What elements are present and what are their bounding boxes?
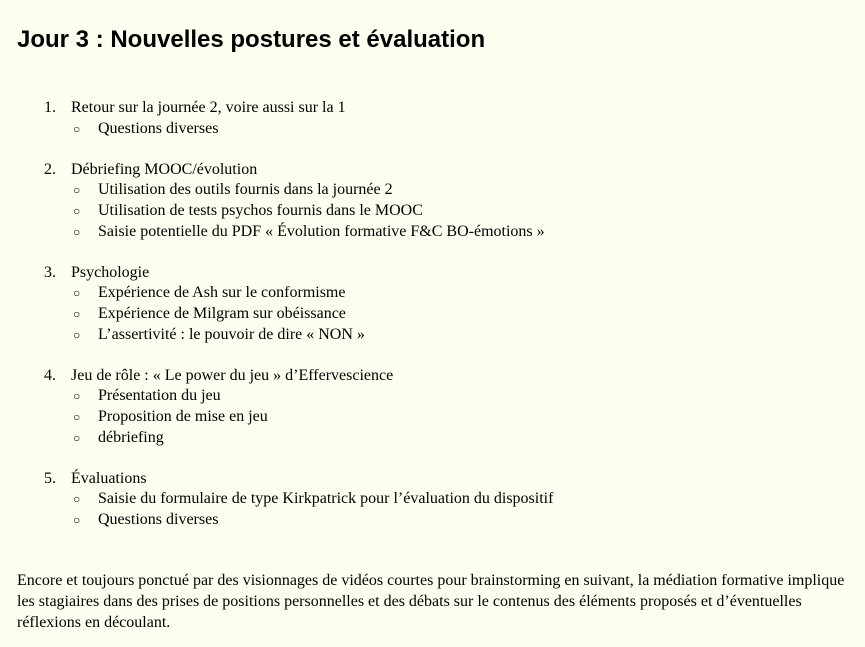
list-item-label: Questions diverses [98, 510, 219, 528]
list-item [0, 510, 865, 531]
list-item [0, 428, 865, 449]
list-item-label: Expérience de Milgram sur obéissance [98, 304, 346, 322]
list-item-label: Présentation du jeu [98, 387, 221, 405]
hollow-circle-bullet-icon: ○ [73, 389, 81, 404]
page-title: Jour 3 : Nouvelles postures et évaluation [17, 26, 486, 53]
section-heading [0, 160, 865, 181]
hollow-circle-bullet-icon: ○ [73, 409, 81, 424]
section-heading [0, 366, 865, 387]
list-item-label: Saisie du formulaire de type Kirkpatrick pour l’évaluation du dispositif [98, 490, 554, 508]
hollow-circle-bullet-icon: ○ [73, 430, 81, 445]
list-item [0, 180, 865, 201]
section-number: 5. [44, 469, 56, 487]
hollow-circle-bullet-icon: ○ [73, 183, 81, 198]
list-item [0, 119, 865, 140]
hollow-circle-bullet-icon: ○ [73, 512, 81, 527]
agenda-list [0, 98, 865, 551]
hollow-circle-bullet-icon: ○ [73, 121, 81, 136]
list-item-label: Saisie potentielle du PDF « Évolution formative F&C BO-émotions » [98, 222, 545, 240]
section-heading [0, 263, 865, 284]
list-item [0, 489, 865, 510]
list-item-label: Utilisation de tests psychos fournis dans le MOOC [98, 201, 423, 219]
section-label: Retour sur la journée 2, voire aussi sur la 1 [71, 99, 346, 116]
sub-list [0, 386, 865, 448]
section-number: 3. [44, 263, 56, 281]
sub-list [0, 180, 865, 242]
hollow-circle-bullet-icon: ○ [73, 327, 81, 342]
section-number: 2. [44, 160, 56, 178]
list-item-label: Utilisation des outils fournis dans la journée 2 [98, 181, 393, 199]
list-item-label: Expérience de Ash sur le conformisme [98, 284, 346, 302]
hollow-circle-bullet-icon: ○ [73, 306, 81, 321]
list-item [0, 201, 865, 222]
section-label: Jeu de rôle : « Le power du jeu » d’Effervescience [71, 366, 394, 384]
sub-list [0, 119, 865, 140]
section-number: 4. [44, 366, 56, 384]
list-item-label: Proposition de mise en jeu [98, 407, 268, 425]
section-label: Psychologie [71, 263, 150, 281]
list-item [0, 325, 865, 346]
section-label: Évaluations [71, 469, 147, 487]
list-item-label: Questions diverses [98, 119, 219, 137]
section-label: Débriefing MOOC/évolution [71, 160, 258, 178]
list-item [0, 407, 865, 428]
agenda-section-4 [0, 366, 865, 448]
list-item [0, 386, 865, 407]
sub-list [0, 489, 865, 530]
list-item [0, 222, 865, 243]
closing-paragraph: Encore et toujours ponctué par des visionnages de vidéos courtes pour brainstorming en suivant, la médiation formative implique les stagiaires dans des prises de positions personnelles et des débats sur le contenus des éléments proposés et d’éventuelles réflexions en découlant. [17, 572, 845, 631]
list-item-label: L’assertivité : le pouvoir de dire « NON » [98, 325, 365, 343]
hollow-circle-bullet-icon: ○ [73, 286, 81, 301]
list-item [0, 283, 865, 304]
section-heading [0, 98, 865, 119]
hollow-circle-bullet-icon: ○ [73, 492, 81, 507]
sub-list [0, 283, 865, 345]
section-heading [0, 469, 865, 490]
list-item [0, 304, 865, 325]
agenda-section-1 [0, 98, 865, 139]
agenda-section-2 [0, 160, 865, 242]
section-number: 1. [44, 99, 56, 116]
hollow-circle-bullet-icon: ○ [73, 203, 81, 218]
list-item-label: débriefing [98, 428, 164, 446]
agenda-section-3 [0, 263, 865, 345]
agenda-section-5 [0, 469, 865, 531]
hollow-circle-bullet-icon: ○ [73, 224, 81, 239]
